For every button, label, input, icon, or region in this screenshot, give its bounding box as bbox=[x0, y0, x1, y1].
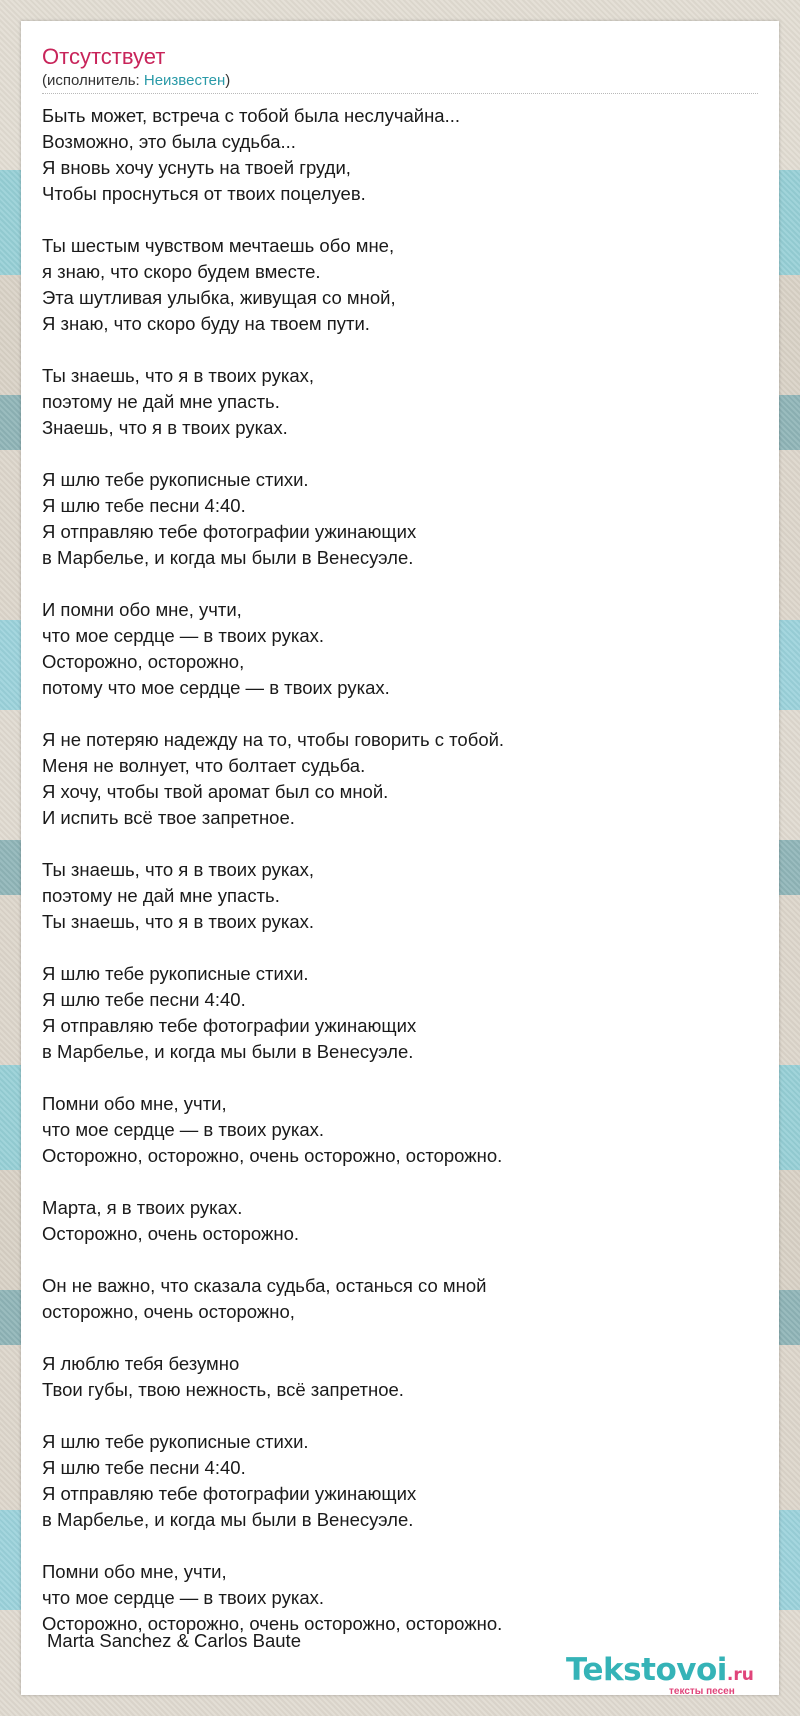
lyric-line: Марта, я в твоих руках. bbox=[42, 1197, 243, 1218]
lyric-line: Помни обо мне, учти, bbox=[42, 1093, 227, 1114]
lyric-line: Ты знаешь, что я в твоих руках, bbox=[42, 859, 315, 880]
lyric-line: Я люблю тебя безумно bbox=[42, 1353, 240, 1374]
lyric-line: Я шлю тебе рукописные стихи. bbox=[42, 963, 309, 984]
lyric-line: в Марбелье, и когда мы были в Венесуэле. bbox=[42, 547, 414, 568]
lyric-line: Возможно, это была судьба... bbox=[42, 131, 296, 152]
lyric-line: я знаю, что скоро будем вместе. bbox=[42, 261, 321, 282]
lyric-line: поэтому не дай мне упасть. bbox=[42, 885, 280, 906]
song-credits: Marta Sanchez & Carlos Baute bbox=[47, 1630, 301, 1651]
stanza-break bbox=[42, 1247, 758, 1273]
stanza-break bbox=[42, 1403, 758, 1429]
stanza-break bbox=[42, 701, 758, 727]
lyric-line: в Марбелье, и когда мы были в Венесуэле. bbox=[42, 1041, 414, 1062]
stanza-break bbox=[42, 1169, 758, 1195]
lyric-line: Ты шестым чувством мечтаешь обо мне, bbox=[42, 235, 395, 256]
lyric-line: Быть может, встреча с тобой была неслучайна... bbox=[42, 105, 461, 126]
lyric-line: Осторожно, осторожно, очень осторожно, осторожно. bbox=[42, 1145, 503, 1166]
lyric-line: Он не важно, что сказала судьба, останься со мной bbox=[42, 1275, 487, 1296]
stanza-break bbox=[42, 337, 758, 363]
lyric-line: Я шлю тебе песни 4:40. bbox=[42, 495, 246, 516]
logo-tld: .ru bbox=[726, 1665, 754, 1685]
lyric-line: что мое сердце — в твоих руках. bbox=[42, 1119, 325, 1140]
lyric-line: И помни обо мне, учти, bbox=[42, 599, 242, 620]
stanza-break bbox=[42, 571, 758, 597]
lyric-line: Я знаю, что скоро буду на твоем пути. bbox=[42, 313, 370, 334]
site-logo[interactable] bbox=[566, 1652, 766, 1700]
lyric-line: Осторожно, осторожно, bbox=[42, 651, 245, 672]
lyric-line: Я хочу, чтобы твой аромат был со мной. bbox=[42, 781, 389, 802]
stanza-break bbox=[42, 1325, 758, 1351]
lyric-line: Ты знаешь, что я в твоих руках, bbox=[42, 365, 315, 386]
stanza-break bbox=[42, 831, 758, 857]
artist-suffix: ) bbox=[225, 72, 231, 89]
logo-brand: Tekstovoi bbox=[566, 1652, 727, 1688]
lyric-line: Я отправляю тебе фотографии ужинающих bbox=[42, 521, 417, 542]
lyric-line: потому что мое сердце — в твоих руках. bbox=[42, 677, 390, 698]
lyrics-card bbox=[21, 21, 779, 1695]
stanza-break bbox=[42, 207, 758, 233]
lyric-line: Осторожно, очень осторожно. bbox=[42, 1223, 300, 1244]
lyric-line: Осторожно, осторожно, очень осторожно, осторожно. bbox=[42, 1613, 503, 1634]
lyric-line: осторожно, очень осторожно, bbox=[42, 1301, 295, 1322]
lyric-line: Меня не волнует, что болтает судьба. bbox=[42, 755, 366, 776]
lyric-line: Ты знаешь, что я в твоих руках. bbox=[42, 911, 315, 932]
stanza-break bbox=[42, 1065, 758, 1091]
lyric-line: Помни обо мне, учти, bbox=[42, 1561, 227, 1582]
lyric-line: Я отправляю тебе фотографии ужинающих bbox=[42, 1483, 417, 1504]
stanza-break bbox=[42, 1533, 758, 1559]
lyric-line: что мое сердце — в твоих руках. bbox=[42, 1587, 325, 1608]
lyric-line: Я вновь хочу уснуть на твоей груди, bbox=[42, 157, 351, 178]
lyric-line: И испить всё твое запретное. bbox=[42, 807, 295, 828]
artist-line bbox=[42, 71, 230, 91]
stanza-break bbox=[42, 935, 758, 961]
stanza-break bbox=[42, 441, 758, 467]
lyric-line: Я не потеряю надежду на то, чтобы говорить с тобой. bbox=[42, 729, 505, 750]
lyric-line: Я шлю тебе песни 4:40. bbox=[42, 989, 246, 1010]
artist-prefix: (исполнитель: bbox=[42, 72, 144, 89]
lyric-line: Я шлю тебе рукописные стихи. bbox=[42, 469, 309, 490]
artist-link[interactable]: Неизвестен bbox=[143, 72, 226, 89]
lyric-line: поэтому не дай мне упасть. bbox=[42, 391, 280, 412]
lyric-line: в Марбелье, и когда мы были в Венесуэле. bbox=[42, 1509, 414, 1530]
lyrics-text bbox=[42, 103, 758, 1637]
lyric-line: Я шлю тебе песни 4:40. bbox=[42, 1457, 246, 1478]
lyric-line: Я отправляю тебе фотографии ужинающих bbox=[42, 1015, 417, 1036]
lyric-line: Чтобы проснуться от твоих поцелуев. bbox=[42, 183, 366, 204]
lyric-line: что мое сердце — в твоих руках. bbox=[42, 625, 325, 646]
title-divider bbox=[42, 93, 758, 94]
song-title: Отсутствует bbox=[42, 44, 166, 69]
logo-tagline: тексты песен bbox=[669, 1686, 735, 1697]
lyric-line: Твои губы, твою нежность, всё запретное. bbox=[42, 1379, 404, 1400]
lyric-line: Знаешь, что я в твоих руках. bbox=[42, 417, 288, 438]
lyric-line: Эта шутливая улыбка, живущая со мной, bbox=[42, 287, 396, 308]
lyric-line: Я шлю тебе рукописные стихи. bbox=[42, 1431, 309, 1452]
